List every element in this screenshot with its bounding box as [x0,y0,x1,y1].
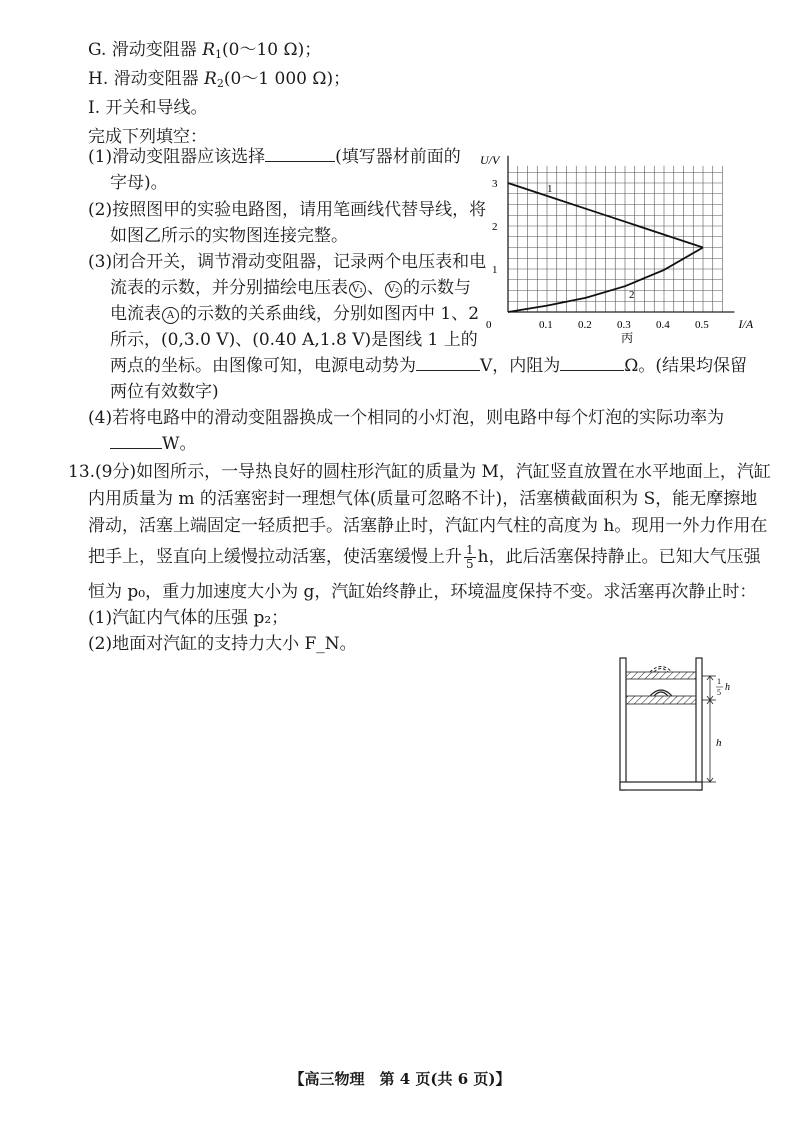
q12-part1-line2: 字母)。 [110,173,168,193]
series-label: 1 [547,182,553,195]
x-tick-label: 0.2 [578,319,592,331]
q12-part3-line1: (3)闭合开关，调节滑动变阻器，记录两个电压表和电 [88,252,487,272]
resistance-blank[interactable] [560,369,624,371]
dim-frac-num: 1 [717,677,721,686]
cylinder-left-wall [620,658,626,790]
q13-line5: 恒为 p₀，重力加速度大小为 g，汽缸始终静止，环境温度保持不变。求活塞再次静止时： [88,582,757,602]
handle-initial-inner-icon [654,692,668,696]
x-axis-label: I/A [738,317,754,331]
q13-line3: 滑动，活塞上端固定一轻质把手。活塞静止时，汽缸内气柱的高度为 h。现用一外力作用在 [88,516,768,536]
dim-frac-den: 5 [717,688,721,697]
x-tick-label: 0.1 [539,319,553,331]
series-label: 2 [629,289,635,302]
x-tick-label: 0.5 [695,319,709,331]
q12-part1-line1: (1)滑动变阻器应该选择 (填写器材前面的 [88,147,461,167]
q13-line1: 13.(9分)如图所示，一导热良好的圆柱形汽缸的质量为 M，汽缸竖直放置在水平地面上，汽缸 [68,462,771,482]
piston-initial [626,696,696,704]
voltmeter-v2-icon: V₂ [385,281,402,298]
voltmeter-v1-icon: V₁ [349,281,366,298]
q12-part4-line2: W。 [110,432,196,456]
y-axis-label: U/V [480,152,500,167]
cylinder-bottom [620,782,702,790]
answer-blank[interactable] [265,160,335,162]
option-h: H. 滑动变阻器 $R_2(0\sim 1$ 000 Ω)； [88,69,351,90]
iu-graph [476,136,756,346]
chart-title: 丙 [621,331,634,345]
q13-sub1: (1)汽缸内气体的压强 p₂； [88,608,289,628]
y-tick-label: 1 [492,264,498,276]
cylinder-figure [608,652,748,792]
q12-part4-line1: (4)若将电路中的滑动变阻器换成一个相同的小灯泡，则电路中每个灯泡的实际功率为 [88,408,725,428]
q13-sub2: (2)地面对汽缸的支持力大小 F_N。 [88,634,357,654]
handle-final-icon [650,667,672,673]
q12-part3-line5: 两点的坐标。由图像可知，电源电动势为 V，内阻为 Ω。(结果均保留 [110,356,748,376]
piston-final [626,672,696,679]
y-tick-label: 2 [492,221,498,233]
q12-part3-line2: 流表的示数，并分别描绘电压表 V₁ 、 V₂ 的示数与 [110,278,471,298]
q12-intro: 完成下列填空： [88,127,207,147]
handle-final-inner-icon [654,669,668,673]
page-footer: 【高三物理 第 4 页(共 6 页)】 [289,1070,511,1088]
q12-part3-line3: 电流表 A 的示数的关系曲线，分别如图丙中 1、2 [110,304,480,324]
q12-part2-line2: 如图乙所示的实物图连接完整。 [110,226,348,246]
x-tick-label: 0.4 [656,319,670,331]
q12-part3-line4: 所示，(0,3.0 V)、(0.40 A,1.8 V)是图线 1 上的 [110,330,478,350]
tick-labels [486,178,709,331]
option-i: I. 开关和导线。 [88,98,208,118]
emf-blank[interactable] [416,369,480,371]
dim-h-label: h [716,737,722,749]
q12-part3-line6: 两位有效数字) [110,382,219,402]
y-tick-label: 3 [492,178,498,190]
graph-grid [508,166,723,312]
q13-line4: 把手上，竖直向上缓慢拉动活塞，使活塞缓慢上升 $\frac{1}{5}$ h，此后活塞保持静止。已知大气压强 [88,543,761,571]
x-tick-label: 0 [486,319,492,331]
ammeter-icon: A [162,307,179,324]
handle-initial-icon [650,690,672,696]
q13-line2: 内用质量为 m 的活塞密封一理想气体(质量可忽略不计)，活塞横截面积为 S，能无摩擦地 [88,489,758,509]
cylinder-right-wall [696,658,702,790]
x-tick-label: 0.3 [617,319,631,331]
power-blank[interactable] [110,447,162,449]
fraction: $\frac{1}{5}$ [466,543,474,571]
dim-frac-var: h [725,682,730,693]
option-g: G. 滑动变阻器 $R_1(0\sim 10$ Ω)； [88,40,322,61]
q12-part2-line1: (2)按照图甲的实验电路图，请用笔画线代替导线，将 [88,200,487,220]
